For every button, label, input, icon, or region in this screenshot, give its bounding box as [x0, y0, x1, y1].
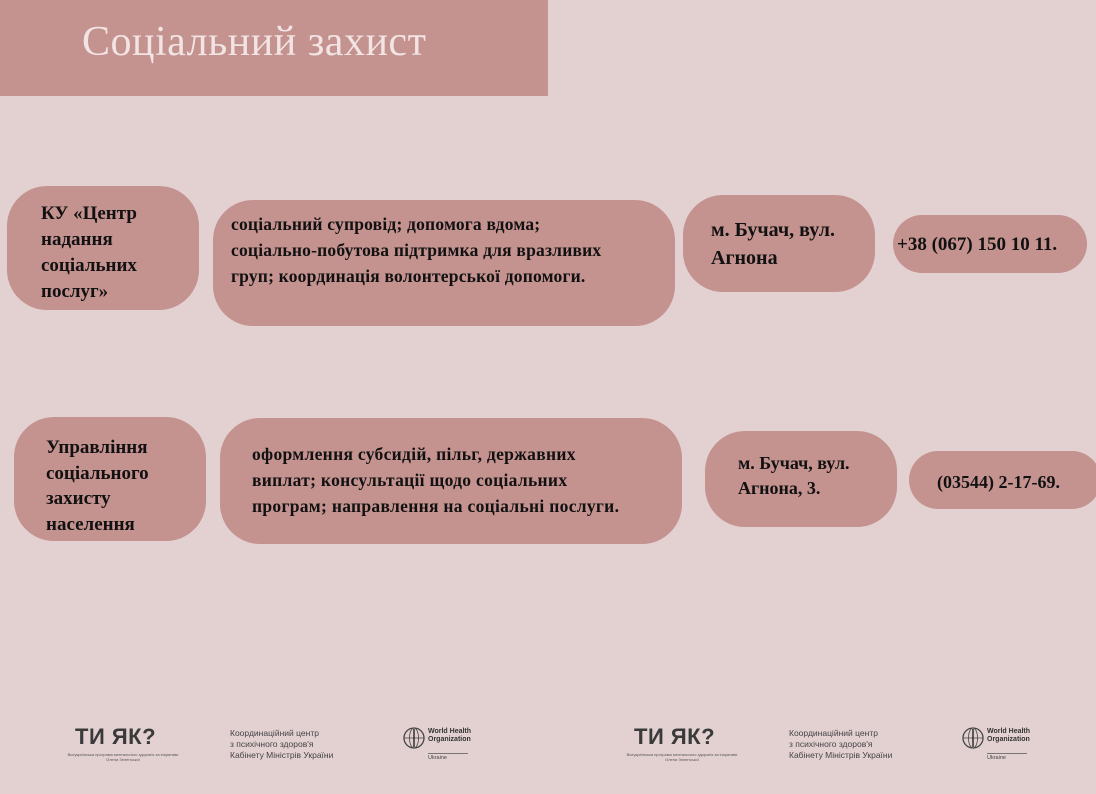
tiyak-logo: ТИ ЯК? [634, 724, 716, 749]
phone-text: +38 (067) 150 10 11. [897, 234, 1058, 255]
address-text: м. Бучач, вул. Агнона [711, 219, 835, 269]
who-emblem-icon [961, 726, 985, 750]
tiyak-subtitle: Всеукраїнська програма ментального здоров'я за ініціативи Олени Зеленської [67, 752, 179, 762]
organization-name: Управління соціального захисту населення [46, 437, 149, 535]
tiyak-logo: ТИ ЯК? [75, 724, 157, 749]
coordination-center-logo: Координаційний центр з психічного здоров'я Кабінету Міністрів України [230, 728, 334, 760]
organization-name: КУ «Центр надання соціальних послуг» [41, 203, 137, 302]
who-name: World Health Organization [428, 728, 472, 743]
who-country: Ukraine [987, 753, 1027, 761]
who-emblem-icon [402, 726, 426, 750]
who-country: Ukraine [428, 753, 468, 761]
services-text: оформлення субсидій, пільг, державних виплат; консультації щодо соціальних програм; направлення на соціальні послуги. [252, 444, 620, 516]
services-text: соціальний супровід; допомога вдома; соціально-побутова підтримка для вразливих груп; координація волонтерської допомоги. [231, 214, 602, 286]
coordination-center-logo: Координаційний центр з психічного здоров'я Кабінету Міністрів України [789, 728, 893, 760]
who-name: World Health Organization [987, 728, 1031, 743]
tiyak-subtitle: Всеукраїнська програма ментального здоров'я за ініціативи Олени Зеленської [626, 752, 738, 762]
page-title: Соціальний захист [82, 19, 427, 65]
address-text: м. Бучач, вул. Агнона, 3. [738, 453, 850, 498]
phone-text: (03544) 2-17-69. [937, 472, 1060, 492]
title-banner [0, 0, 548, 96]
